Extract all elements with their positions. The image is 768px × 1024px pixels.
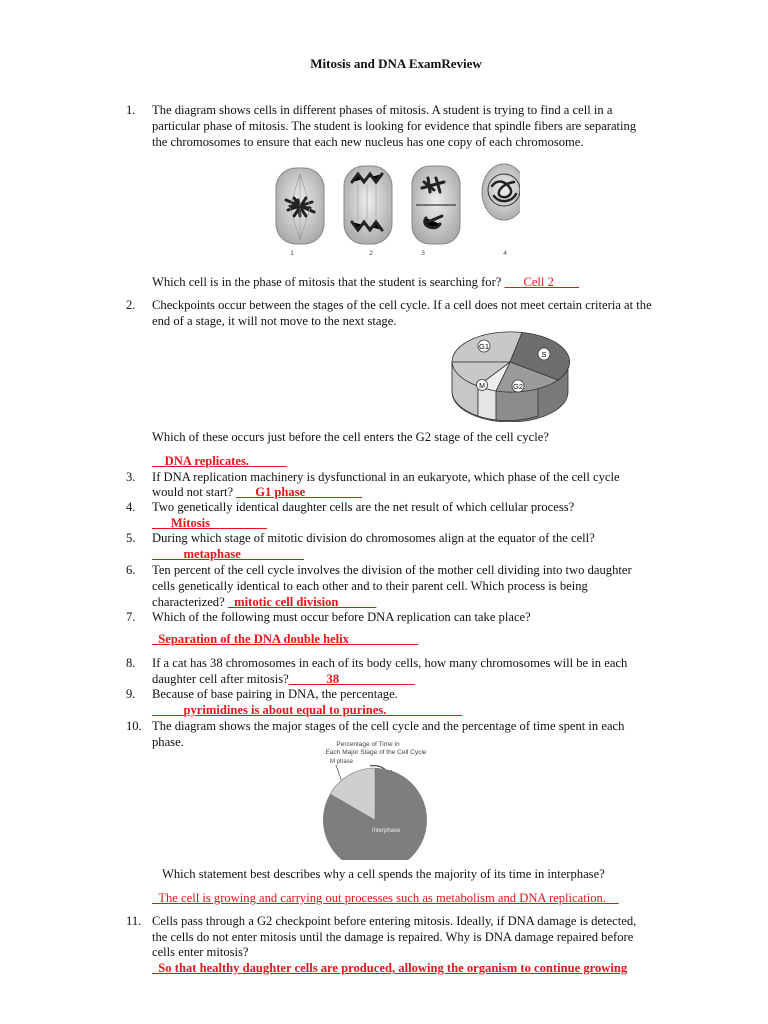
mitosis-cells-illustration (270, 160, 520, 260)
question-number: 11. (126, 914, 142, 928)
question-text: would not start? (152, 485, 237, 499)
answer-text: ___G1 phase_________ (236, 485, 362, 499)
chart-title-line-1: Percentage of Time in (336, 741, 400, 748)
page-title: Mitosis and DNA ExamReview (310, 56, 482, 71)
question-text: Because of base pairing in DNA, the percentage. (152, 687, 398, 701)
answer-text: _mitotic cell division______ (227, 595, 377, 609)
answer-text: ___Mitosis_________ (152, 516, 267, 530)
answer-text (152, 547, 304, 562)
question-text: daughter cell after mitosis? (152, 672, 289, 686)
cell-label-2: 2 (369, 250, 373, 257)
question-number: 4. (126, 500, 136, 514)
answer-text: _Separation of the DNA double helix___________ (152, 632, 419, 646)
chart-title-line-2: Each Major Stage of the Cell Cycle (325, 749, 427, 756)
question-number: 3. (126, 470, 136, 484)
question-prompt (152, 275, 579, 290)
answer-text: _____pyrimidines is about equal to purines.____________ (152, 703, 462, 717)
question-text: If a cat has 38 chromosomes in each of its body cells, how many chromosomes will be in each (152, 656, 628, 670)
cell-cycle-time-pie (310, 738, 450, 860)
question-number: 9. (126, 687, 136, 701)
answer-text (152, 961, 627, 976)
question-text: The diagram shows cells in different phases of mitosis. A student is trying to find a cell in a (152, 103, 613, 117)
pie-label-g2: G2 (512, 382, 524, 391)
question-text: the chromosomes to ensure that each new nucleus has one copy of each chromosome. (152, 135, 584, 149)
question-number: 5. (126, 531, 136, 545)
cell-cycle-pie-3d (448, 318, 572, 422)
answer-text (152, 632, 418, 647)
question-text: Ten percent of the cell cycle involves the division of the mother cell dividing into two daughter (152, 563, 632, 577)
question-text: Cells pass through a G2 checkpoint before entering mitosis. Ideally, if DNA damage is detected, (152, 914, 637, 928)
question-text: Checkpoints occur between the stages of the cell cycle. If a cell does not meet certain criteria at the (152, 298, 652, 312)
question-text: the cells do not enter mitosis until the damage is repaired. Why is DNA damage repaired before (152, 930, 634, 944)
question-text: Which cell is in the phase of mitosis that the student is searching for? (152, 275, 505, 289)
cell-label-4: 4 (503, 250, 507, 257)
question-text: Which of the following must occur before DNA replication can take place? (152, 610, 531, 624)
answer-text (152, 516, 267, 531)
question-text: During which stage of mitotic division do chromosomes align at the equator of the cell? (152, 531, 595, 545)
question-text: If DNA replication machinery is dysfunctional in an eukaryote, which phase of the cell cycle (152, 470, 620, 484)
question-text: characterized? (152, 595, 228, 609)
question-number: 10. (126, 719, 142, 733)
question-text: Which of these occurs just before the cell enters the G2 stage of the cell cycle? (152, 430, 549, 444)
answer-text: _The cell is growing and carrying out processes such as metabolism and DNA replication.__ (152, 891, 619, 905)
question-text: cells enter mitosis? (152, 945, 249, 959)
question-text: Two genetically identical daughter cells are the net result of which cellular process? (152, 500, 575, 514)
answer-text: _So that healthy daughter cells are produced, allowing the organism to continue growing (152, 961, 628, 975)
mitosis-cells-figure (270, 160, 520, 260)
question-number: 8. (126, 656, 136, 670)
question-text: phase. (152, 735, 184, 749)
pie-label-s: S (541, 350, 547, 359)
question-prompt (152, 672, 415, 687)
question-number: 1. (126, 103, 136, 117)
cell-label-1: 1 (290, 250, 294, 257)
question-text: cells genetically identical to each other and to their parent cell. Which process is being (152, 579, 588, 593)
question-text: end of a stage, it will not move to the next stage. (152, 314, 397, 328)
question-number: 7. (126, 610, 136, 624)
question-text: particular phase of mitosis. The student is looking for evidence that spindle fibers are separating (152, 119, 637, 133)
pie-label-m: M (479, 383, 485, 390)
cell-label-3: 3 (421, 250, 425, 257)
chart-interphase-label: Interphase (372, 828, 401, 834)
question-prompt (152, 595, 376, 610)
question-prompt (152, 485, 362, 500)
question-text: The diagram shows the major stages of the cell cycle and the percentage of time spent in each (152, 719, 625, 733)
pie-label-g1: G1 (478, 342, 490, 351)
answer-text: ___Cell 2____ (504, 275, 580, 289)
chart-m-phase-label: M phase (330, 759, 354, 765)
question-number: 2. (126, 298, 136, 312)
question-number: 6. (126, 563, 136, 577)
answer-text (152, 703, 462, 718)
answer-text: ______38____________ (288, 672, 415, 686)
answer-text: __DNA replicates.______ (152, 454, 287, 468)
question-text: Which statement best describes why a cell spends the majority of its time in interphase? (162, 867, 605, 881)
answer-text (152, 454, 287, 469)
answer-text (152, 891, 619, 906)
answer-text: _____metaphase__________ (152, 547, 304, 561)
